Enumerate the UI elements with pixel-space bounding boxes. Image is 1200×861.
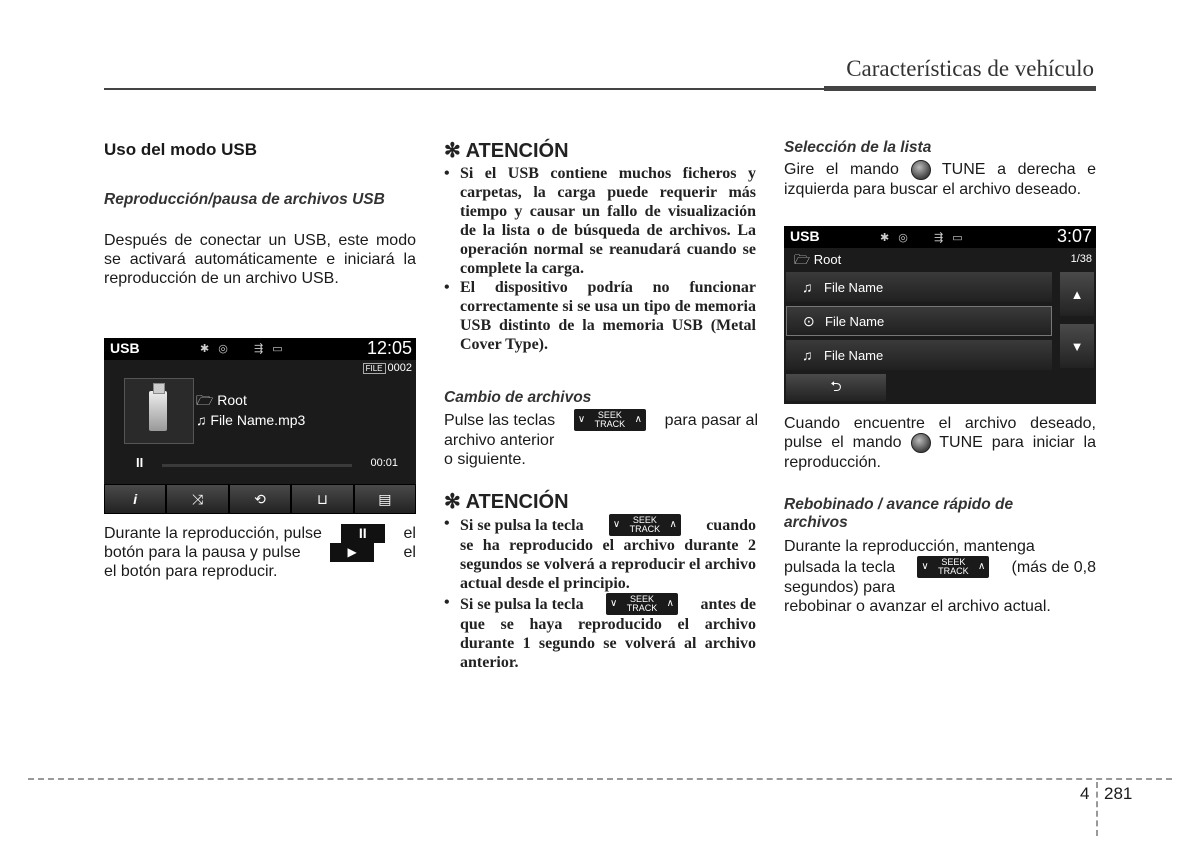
attention-item: • El dispositivo podría no funcionar correctamente si se usa un tipo de memoria USB distinto de la memoria USB (Metal Cover Type). [444,278,756,354]
song-name [196,412,305,428]
reb-text-2: pulsada la tecla [784,558,896,576]
attention-list-2 [444,514,756,672]
info-button[interactable]: i [105,485,165,513]
status-bar [784,226,1096,248]
sel-text-b: TUNE a derecha e izquierda para buscar el archivo deseado. [784,161,1097,198]
header-rule-accent [824,86,1096,91]
clock: 12:05 [366,338,412,358]
att2-text-1a: • Si se pulsa la tecla [460,516,584,534]
page-number: 281 [1104,784,1133,803]
list-button[interactable]: ▤ [355,485,415,513]
chapter-number: 4 [1080,784,1090,803]
change-text-b2: archivo anterior [444,432,555,449]
tune-knob-icon [911,433,931,453]
attention-title-2: ATENCIÓN [465,491,569,513]
reb-text-4: segundos) para [784,579,896,596]
song-label: File Name.mp3 [210,412,306,428]
attention-list-1 [444,164,756,354]
found-text-b: TUNE para iniciar la reproducción. [784,434,1096,471]
pause-text: Durante la reproducción, pulse [104,525,322,542]
chevron-up-icon: ∧ [978,561,986,572]
folder-path [794,251,841,273]
seek-track-key [606,593,678,615]
att2-text-1b: se ha reproducido el archivo durante 2 segundos se volverá a reproducir el archivo actual desde el principio. [460,537,756,592]
change-text-a: Pulse las teclas [444,411,556,429]
progress-bar[interactable] [162,464,352,467]
page-header-title: Características de vehículo [846,56,1094,81]
para-rewind [784,537,1096,616]
subheading-rewind: Rebobinado / avance rápido de archivos [784,496,1014,531]
subheading-playback: Reproducción/pausa de archivos USB [104,191,385,208]
list-item[interactable] [786,340,1052,370]
seek-label: SEEK [632,515,657,525]
seek-track-key [574,409,646,431]
para-pause-play [104,524,416,581]
reb-text-3: (más de 0,8 [1011,558,1096,576]
seek-label: SEEK [629,594,654,604]
save-button[interactable]: ⊔ [292,485,352,513]
list-item-label: File Name [825,313,885,329]
folder-icon: 🗁 [794,252,811,267]
footer-rule [28,778,1172,780]
footer-divider [1096,782,1098,836]
play-circle-icon: ⊙ [803,312,815,329]
music-note-icon: ♫ [802,347,813,363]
control-bar [104,484,416,514]
chevron-down-icon: ∨ [610,598,618,609]
list-item-label: File Name [824,347,884,363]
back-button[interactable]: ⮌ [786,374,886,401]
att2-text-2b: que se haya reproducido el archivo durante 1 segundo se volverá al archivo anterior. [460,616,756,671]
attention-item [444,593,756,672]
seek-track-key [917,556,989,578]
chevron-down-icon: ∨ [577,414,586,425]
sel-text-a: Gire el mando [784,161,899,179]
repeat-button[interactable]: ⟲ [230,485,290,513]
att2-antes: antes de [700,595,756,613]
para-change-file [444,409,758,469]
found-text-a: Cuando encuentre el archivo deseado, pulse el mando [784,415,1096,452]
pause-text-2: botón para la pausa y pulse [104,544,301,561]
bluetooth-icon: ✱ ◎ [880,232,911,244]
shuffle-button[interactable]: ⤨ [167,485,227,513]
file-tag: FILE [363,363,386,374]
usb-list-screen [784,226,1096,404]
usb-battery-icon: ⇶ ▭ [254,343,286,355]
usb-playback-screen [104,338,416,514]
reb-text-c: rebobinar o avanzar el archivo actual. [784,598,1051,615]
attention-heading-1: ✻ ATENCIÓN [444,140,569,162]
chevron-down-icon: ∨ [921,561,929,572]
file-count: 1/38 [1070,253,1092,265]
chevron-up-icon: ∧ [634,414,642,425]
scroll-down-button[interactable]: ▼ [1060,324,1094,368]
seek-label: SEEK [597,410,622,420]
pause-key: II [341,524,385,543]
file-number: 0002 [387,362,412,374]
play-key: ▶ [330,543,374,562]
usb-battery-icon: ⇶ ▭ [934,232,966,244]
change-text-b1: para pasar al [664,411,758,429]
para-usb-autoplay: Después de conectar un USB, este modo se activará automáticamente e iniciará la reproducción de un archivo USB. [104,232,416,287]
attention-title-1: ATENCIÓN [465,140,569,162]
clock: 3:07 [1056,226,1092,246]
source-label: USB [110,340,140,356]
usb-stick-icon [149,391,167,431]
music-note-icon: ♫ [196,412,207,428]
chevron-up-icon: ∧ [669,519,677,530]
seek-label: SEEK [941,557,966,567]
list-item-label: File Name [824,279,884,295]
scroll-up-button[interactable]: ▲ [1060,272,1094,316]
subheading-change-file: Cambio de archivos [444,389,592,406]
elapsed-time: 00:01 [370,457,398,469]
list-item-selected[interactable] [786,306,1052,336]
att2-cuando: cuando [706,516,756,534]
change-text-c: o siguiente. [444,451,526,468]
music-note-icon: ♫ [802,279,813,295]
el-1: el [403,525,416,542]
para-list-select [784,160,1096,199]
usb-device-art [124,378,194,444]
folder-icon: 🗁 [196,392,214,408]
track-label: TRACK [626,603,658,613]
track-label: TRACK [594,419,626,429]
track-label: TRACK [938,566,969,576]
chevron-down-icon: ∨ [612,519,621,530]
file-index [363,362,412,374]
source-label: USB [790,228,820,244]
pause-icon[interactable]: II [136,455,144,470]
play-text: el botón para reproducir. [104,563,278,580]
para-found [784,414,1096,472]
attention-heading-2: ✻ ATENCIÓN [444,491,569,513]
bluetooth-icon: ✱ ◎ [200,343,231,355]
list-item[interactable] [786,272,1052,302]
status-bar [104,338,416,360]
section-heading: Uso del modo USB [104,140,258,159]
reb-text-1: Durante la reproducción, mantenga [784,538,1035,555]
el-2: el [403,544,416,561]
tune-knob-icon [911,160,931,180]
att2-text-2a: • Si se pulsa la tecla [460,595,584,613]
chevron-up-icon: ∧ [666,598,674,609]
folder-name [196,390,247,414]
attention-item: • Si el USB contiene muchos ficheros y carpetas, la carga puede requerir más tiempo y causar un fallo de visualización de la lista o de búsqueda de archivos. La operación normal se reanudará cuando se complete la carga. [444,164,756,278]
folder-label: Root [813,252,842,267]
attention-item [444,514,756,593]
subheading-list-select: Selección de la lista [784,139,932,156]
track-label: TRACK [629,524,661,534]
seek-track-key [609,514,681,536]
folder-label: Root [217,392,247,408]
